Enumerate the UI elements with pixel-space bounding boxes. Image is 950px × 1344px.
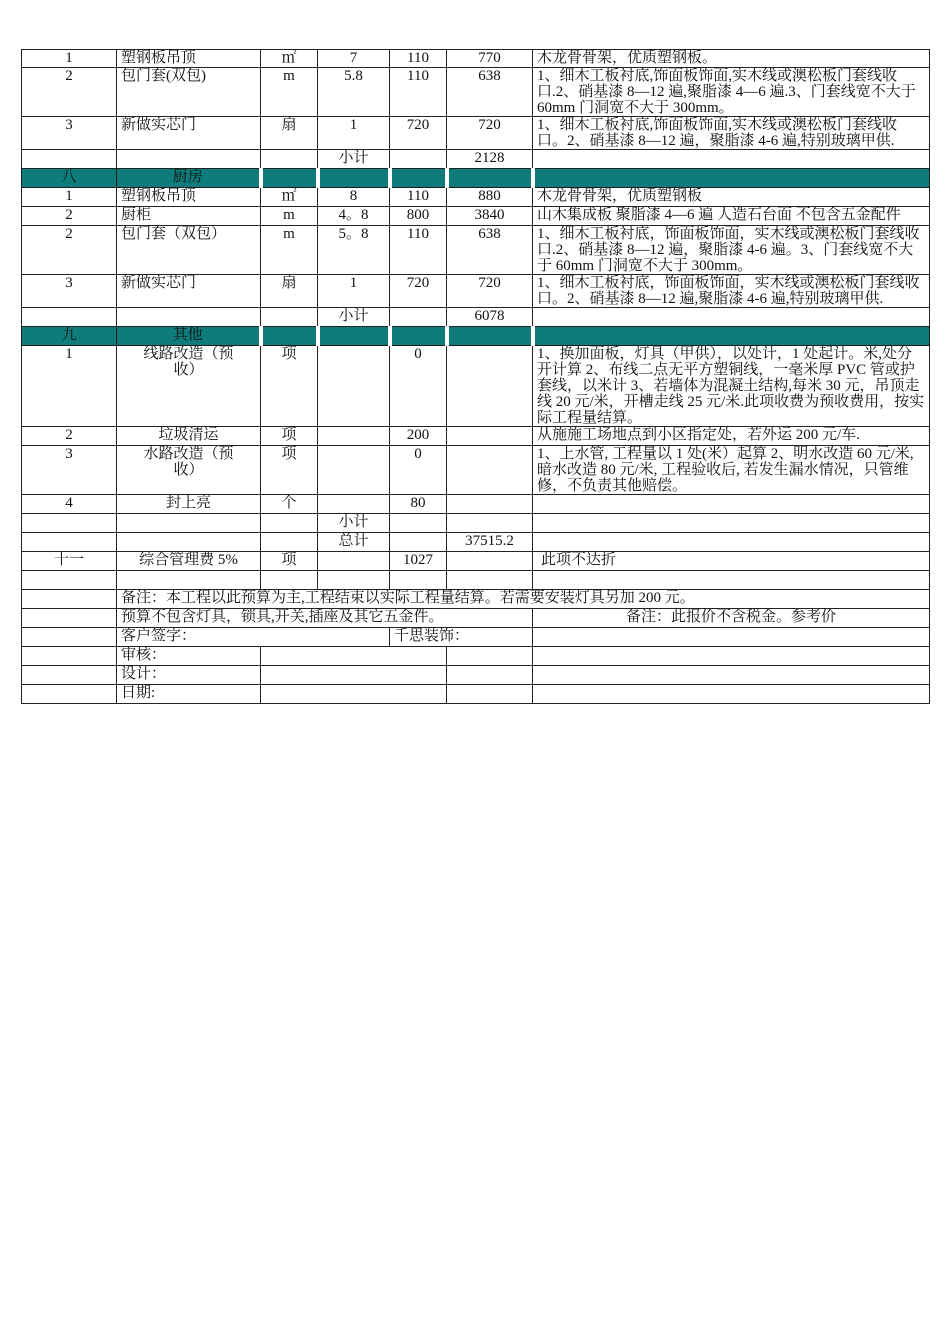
mgmt-unit: 项 [261, 552, 318, 571]
item-name: 包门套(双包) [117, 68, 261, 117]
item-qty: 1 [318, 117, 390, 150]
item-no: 2 [22, 207, 117, 226]
item-unit: ㎡ [261, 188, 318, 207]
item-no: 1 [22, 50, 117, 68]
item-price: 110 [390, 226, 447, 275]
item-no: 3 [22, 275, 117, 308]
item-price: 0 [390, 346, 447, 427]
item-desc [533, 495, 930, 514]
subtotal-value: 2128 [447, 150, 533, 169]
item-total: 880 [447, 188, 533, 207]
item-no: 2 [22, 68, 117, 117]
tax-note: 备注：此报价不含税金。参考价 [533, 609, 930, 628]
mgmt-price: 1027 [390, 552, 447, 571]
item-desc: 木龙骨骨架，优质塑钢板。 [533, 50, 930, 68]
remark-text: 备注：本工程以此预算为主,工程结束以实际工程量结算。若需要安装灯具另加 200 元。 [117, 590, 930, 609]
item-desc: 1、细木工板衬底，饰面板饰面，实木线或澳松板门套线收口.2、硝基漆 8—12 遍，聚脂漆 4-6 遍。3、门套线宽不大于 60mm 门洞宽不大于 300mm。 [533, 226, 930, 275]
item-total [447, 346, 533, 427]
mgmt-desc: 此项不达折 [533, 552, 930, 571]
item-no: 2 [22, 226, 117, 275]
item-desc: 1、细木工板衬底,饰面板饰面,实木线或澳松板门套线收口。2、硝基漆 8—12 遍，聚脂漆 4-6 遍,特别玻璃甲供. [533, 117, 930, 150]
item-total: 638 [447, 226, 533, 275]
table-row [22, 495, 930, 514]
mgmt-name: 综合管理费 5% [117, 552, 261, 571]
item-name: 新做实芯门 [117, 275, 261, 308]
grand-total-label: 总计 [318, 533, 390, 552]
subtotal-row [22, 308, 930, 327]
grand-total-row [22, 533, 930, 552]
item-unit: m [261, 226, 318, 275]
section-header-other [22, 327, 930, 346]
table-row [22, 446, 930, 495]
item-desc: 1、换加面板，灯具（甲供），以处计，1 处起计。米,处分开计算 2、布线二点无平方塑铜线，一毫米厚 PVC 管或护套线，以米计 3、若墙体为混凝土结构,每米 30 元，吊顶走线 20 元/米，开槽走线 25 元/米.此项收费为预收费用，按实际工程量结算。 [533, 346, 930, 427]
item-no: 1 [22, 346, 117, 427]
subtotal-row [22, 514, 930, 533]
blank-row [22, 571, 930, 590]
item-name: 线路改造（预收） [117, 346, 261, 427]
item-unit: m [261, 68, 318, 117]
date-row [22, 685, 930, 704]
item-name: 包门套（双包） [117, 226, 261, 275]
item-price: 720 [390, 275, 447, 308]
item-name: 垃圾清运 [117, 427, 261, 446]
review-label: 审核： [117, 647, 261, 666]
item-name: 新做实芯门 [117, 117, 261, 150]
section-no: 八 [22, 169, 117, 188]
subtotal-value: 6078 [447, 308, 533, 327]
design-row [22, 666, 930, 685]
design-label: 设计： [117, 666, 261, 685]
item-name: 水路改造（预收） [117, 446, 261, 495]
item-unit: 扇 [261, 117, 318, 150]
item-unit: 扇 [261, 275, 318, 308]
item-no: 3 [22, 117, 117, 150]
item-price: 720 [390, 117, 447, 150]
item-total [447, 495, 533, 514]
review-row [22, 647, 930, 666]
subtotal-label: 小计 [318, 514, 390, 533]
remark-row [22, 590, 930, 609]
item-total: 3840 [447, 207, 533, 226]
item-price: 200 [390, 427, 447, 446]
item-qty [318, 495, 390, 514]
table-row [22, 427, 930, 446]
date-label: 日期: [117, 685, 261, 704]
item-total [447, 427, 533, 446]
item-total: 720 [447, 117, 533, 150]
item-name: 塑钢板吊顶 [117, 188, 261, 207]
item-total: 720 [447, 275, 533, 308]
excludes-text: 预算不包含灯具，锁具,开关,插座及其它五金件。 [117, 609, 533, 628]
item-unit: 个 [261, 495, 318, 514]
item-qty [318, 346, 390, 427]
item-desc: 山木集成板 聚脂漆 4—6 遍 人造石台面 不包含五金配件 [533, 207, 930, 226]
section-no: 九 [22, 327, 117, 346]
table-row [22, 275, 930, 308]
item-unit: 项 [261, 427, 318, 446]
item-total: 770 [447, 50, 533, 68]
item-qty: 1 [318, 275, 390, 308]
item-no: 1 [22, 188, 117, 207]
item-unit: m [261, 207, 318, 226]
item-price: 110 [390, 68, 447, 117]
subtotal-label: 小计 [318, 150, 390, 169]
company-label: 千思装饰： [390, 628, 533, 647]
item-desc: 1、上水管, 工程量以 1 处(米）起算 2、明水改造 60 元/米, 暗水改造 80 元/米, 工程验收后, 若发生漏水情况，只管维修，不负责其他赔偿。 [533, 446, 930, 495]
subtotal-row [22, 150, 930, 169]
table-row [22, 50, 930, 68]
grand-total-value: 37515.2 [447, 533, 533, 552]
item-price: 0 [390, 446, 447, 495]
item-no: 4 [22, 495, 117, 514]
item-desc: 木龙骨骨架，优质塑钢板 [533, 188, 930, 207]
item-unit: 项 [261, 346, 318, 427]
item-name: 厨柜 [117, 207, 261, 226]
item-qty: 4。8 [318, 207, 390, 226]
table-row [22, 68, 930, 117]
item-unit: 项 [261, 446, 318, 495]
item-total: 638 [447, 68, 533, 117]
mgmt-no: 十一 [22, 552, 117, 571]
item-price: 800 [390, 207, 447, 226]
item-no: 2 [22, 427, 117, 446]
section-title: 其他 [117, 327, 261, 346]
item-no: 3 [22, 446, 117, 495]
item-price: 110 [390, 188, 447, 207]
item-name: 封上亮 [117, 495, 261, 514]
section-title: 厨房 [117, 169, 261, 188]
item-qty: 5。8 [318, 226, 390, 275]
item-price: 80 [390, 495, 447, 514]
item-name: 塑钢板吊顶 [117, 50, 261, 68]
management-fee-row [22, 552, 930, 571]
budget-table [21, 49, 930, 704]
table-row [22, 207, 930, 226]
item-qty [318, 446, 390, 495]
section-header-kitchen [22, 169, 930, 188]
item-qty: 8 [318, 188, 390, 207]
item-unit: ㎡ [261, 50, 318, 68]
subtotal-label: 小计 [318, 308, 390, 327]
table-row [22, 226, 930, 275]
excludes-row [22, 609, 930, 628]
item-qty: 7 [318, 50, 390, 68]
item-desc: 从施施工场地点到小区指定处，若外运 200 元/车. [533, 427, 930, 446]
item-desc: 1、细木工板衬底,饰面板饰面,实木线或澳松板门套线收口.2、硝基漆 8—12 遍,聚脂漆 4—6 遍.3、门套线宽不大于 60mm 门洞宽不大于 300mm。 [533, 68, 930, 117]
item-desc: 1、细木工板衬底，饰面板饰面，实木线或澳松板门套线收口。2、硝基漆 8—12 遍,聚脂漆 4-6 遍,特别玻璃甲供. [533, 275, 930, 308]
signature-row [22, 628, 930, 647]
item-qty: 5.8 [318, 68, 390, 117]
table-row [22, 188, 930, 207]
table-row [22, 117, 930, 150]
item-qty [318, 427, 390, 446]
client-signature-label: 客户签字： [117, 628, 390, 647]
item-price: 110 [390, 50, 447, 68]
table-row [22, 346, 930, 427]
item-total [447, 446, 533, 495]
